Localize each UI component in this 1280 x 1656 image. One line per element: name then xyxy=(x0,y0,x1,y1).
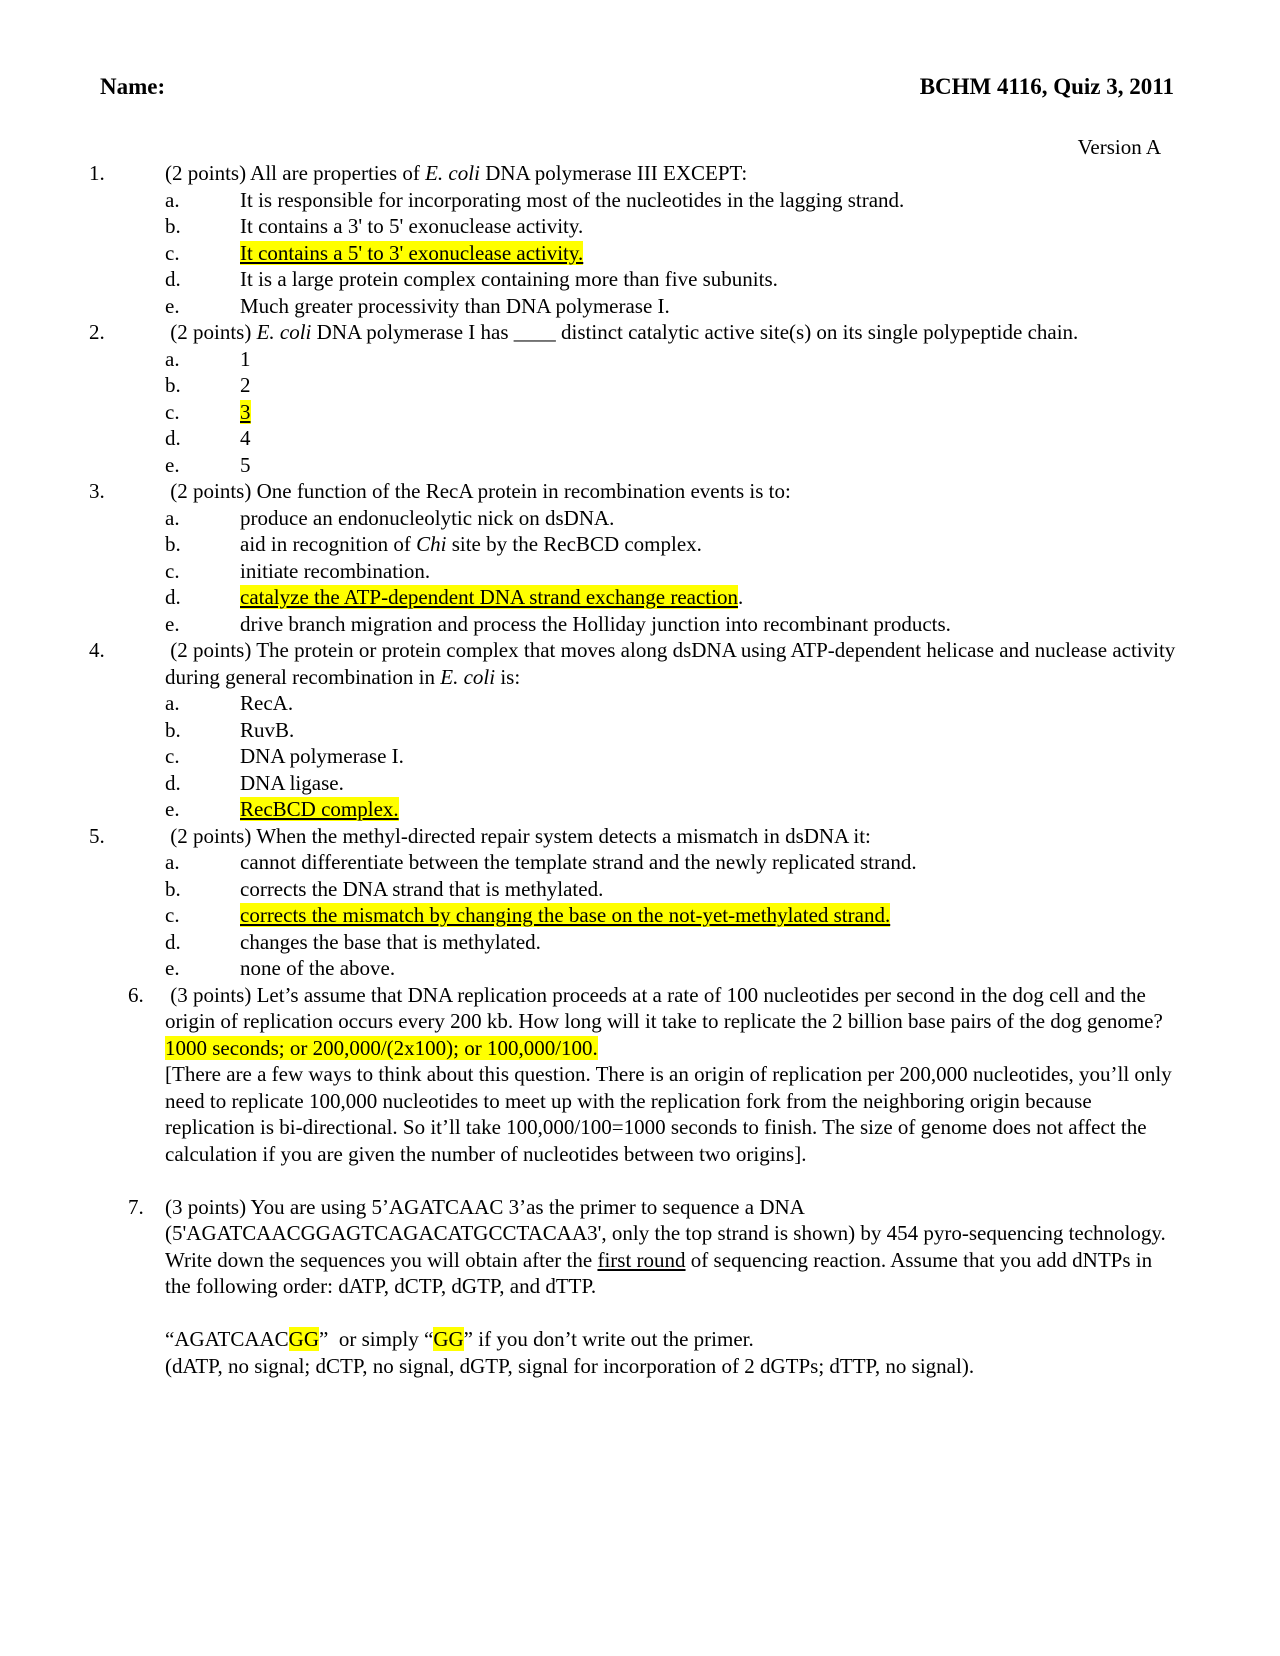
option-letter: b. xyxy=(165,373,181,397)
option-letter: a. xyxy=(165,505,180,530)
answer-option xyxy=(0,796,1280,823)
option-letter: e. xyxy=(165,956,180,980)
option-text: 5 xyxy=(240,452,251,477)
question-5 xyxy=(0,823,1280,982)
option-letter: d. xyxy=(165,770,181,795)
question-number: 5. xyxy=(89,823,105,848)
option-letter: a. xyxy=(165,346,180,371)
underlined-text: first round xyxy=(597,1247,686,1272)
option-text: RecBCD complex. xyxy=(240,797,399,821)
option-text: corrects the mismatch by changing the base on the not-yet-methylated strand. xyxy=(240,903,891,927)
answer-option xyxy=(0,187,1280,214)
answer-option xyxy=(0,213,1280,240)
option-letter: a. xyxy=(165,850,180,874)
option-letter: a. xyxy=(165,691,180,715)
answer-option xyxy=(0,743,1280,770)
option-letter: e. xyxy=(165,797,180,821)
question-3 xyxy=(0,478,1280,637)
option-text: RuvB. xyxy=(240,717,295,742)
answer-option xyxy=(0,849,1280,876)
question-number: 6. xyxy=(128,982,144,1007)
answer-option xyxy=(0,266,1280,293)
option-letter: a. xyxy=(165,187,180,212)
option-letter: c. xyxy=(165,240,180,265)
question-stem: (3 points) Let’s assume that DNA replication proceeds at a rate of 100 nucleotides per second in the dog cell and the origin of replication occurs every 200 kb. How long will it take to replicate the 2 billion base pairs of the dog genome? xyxy=(165,982,1163,1033)
option-letter: d. xyxy=(165,267,181,291)
question-stem: (2 points) When the methyl-directed repair system detects a mismatch in dsDNA it: xyxy=(165,823,871,848)
option-letter: c. xyxy=(165,744,180,768)
answer-highlight: GG xyxy=(433,1327,464,1351)
option-text: none of the above. xyxy=(240,956,396,980)
option-text: produce an endonucleolytic nick on dsDNA. xyxy=(240,505,615,530)
option-text: It contains a 3' to 5' exonuclease activity. xyxy=(240,214,584,238)
option-text: DNA ligase. xyxy=(240,770,344,795)
answer-option xyxy=(0,293,1280,320)
option-text: RecA. xyxy=(240,691,294,715)
option-letter: c. xyxy=(165,399,180,424)
answer-option xyxy=(0,425,1280,452)
answer-option xyxy=(0,531,1280,558)
answer-line: “AGATCAACGG” or simply “GG” if you don’t write out the primer. xyxy=(165,1327,754,1351)
question-6 xyxy=(0,982,1280,1168)
option-text: 1 xyxy=(240,346,251,371)
answer-option xyxy=(0,372,1280,399)
question-number: 4. xyxy=(89,638,105,662)
option-text: Much greater processivity than DNA polymerase I. xyxy=(240,293,670,318)
option-text: catalyze the ATP-dependent DNA strand exchange reaction. xyxy=(240,585,744,609)
question-stem: (2 points) E. coli DNA polymerase I has ____ distinct catalytic active site(s) on its single polypeptide chain. xyxy=(165,320,1079,344)
question-list xyxy=(0,160,1280,1379)
option-text: changes the base that is methylated. xyxy=(240,929,541,954)
question-stem: (2 points) One function of the RecA protein in recombination events is to: xyxy=(165,479,791,503)
option-letter: b. xyxy=(165,717,181,742)
option-letter: e. xyxy=(165,452,180,477)
answer-option xyxy=(0,955,1280,982)
option-text: It is a large protein complex containing more than five subunits. xyxy=(240,267,778,291)
answer-option xyxy=(0,770,1280,797)
option-letter: e. xyxy=(165,293,180,318)
option-text: aid in recognition of Chi site by the RecBCD complex. xyxy=(240,532,702,556)
answer-option xyxy=(0,876,1280,903)
option-letter: b. xyxy=(165,214,181,238)
answer-option xyxy=(0,584,1280,611)
option-letter: d. xyxy=(165,585,181,609)
option-text: cannot differentiate between the template strand and the newly replicated strand. xyxy=(240,850,917,874)
answer-option xyxy=(0,690,1280,717)
answer-option xyxy=(0,558,1280,585)
answer-explanation: [There are a few ways to think about this question. There is an origin of replication per 200,000 nucleotides, you’ll only need to replicate 100,000 nucleotides to meet up with the replication fork from the neighboring origin because replication is bi-directional. So it’ll take 100,000/100=1000 seconds to finish. The size of genome does not affect the calculation if you are given the number of nucleotides between two origins]. xyxy=(165,1062,1172,1166)
option-letter: b. xyxy=(165,876,181,901)
course-title: BCHM 4116, Quiz 3, 2011 xyxy=(919,74,1174,99)
question-stem: (2 points) The protein or protein complex that moves along dsDNA using ATP-dependent helicase and nuclease activity during general recombination in E. coli is: xyxy=(165,638,1181,689)
answer-option xyxy=(0,902,1280,929)
answer-option xyxy=(0,240,1280,267)
option-text: 2 xyxy=(240,373,251,397)
version-label: Version A xyxy=(1077,135,1161,159)
question-2 xyxy=(0,319,1280,478)
answer-note: (dATP, no signal; dCTP, no signal, dGTP, signal for incorporation of 2 dGTPs; dTTP, no signal). xyxy=(165,1353,975,1378)
question-4 xyxy=(0,637,1280,823)
answer-option xyxy=(0,505,1280,532)
option-text: 3 xyxy=(240,399,251,424)
option-letter: d. xyxy=(165,929,181,954)
answer-option xyxy=(0,929,1280,956)
option-letter: c. xyxy=(165,558,180,583)
option-text: drive branch migration and process the Holliday junction into recombinant products. xyxy=(240,611,951,636)
question-stem: (2 points) All are properties of E. coli DNA polymerase III EXCEPT: xyxy=(165,161,748,185)
option-letter: b. xyxy=(165,532,181,556)
answer-option xyxy=(0,399,1280,426)
question-1 xyxy=(0,160,1280,319)
option-text: corrects the DNA strand that is methylated. xyxy=(240,876,604,901)
answer-option xyxy=(0,611,1280,638)
question-number: 1. xyxy=(89,161,105,185)
question-stem: (3 points) You are using 5’AGATCAAC 3’as the primer to sequence a DNA (5'AGATCAACGGAGTCAGACATGCCTACAA3', only the top strand is shown) by 454 pyro-sequencing technology. Write down the sequences you will obtain after the first round of sequencing reaction. Assume that you add dNTPs in the following order: dATP, dCTP, dGTP, and dTTP. xyxy=(165,1194,1171,1298)
option-text: initiate recombination. xyxy=(240,558,431,583)
option-text: It is responsible for incorporating most of the nucleotides in the lagging strand. xyxy=(240,187,905,212)
answer-option xyxy=(0,346,1280,373)
question-7 xyxy=(0,1194,1280,1380)
answer-highlight: 1000 seconds; or 200,000/(2x100); or 100,000/100. xyxy=(165,1035,598,1060)
question-number: 3. xyxy=(89,479,105,503)
multiple-choice-questions xyxy=(0,160,1280,982)
option-letter: d. xyxy=(165,426,181,450)
option-text: DNA polymerase I. xyxy=(240,744,404,768)
answer-option xyxy=(0,452,1280,479)
answer-option xyxy=(0,717,1280,744)
question-number: 2. xyxy=(89,320,105,344)
question-number: 7. xyxy=(128,1194,144,1219)
option-text: It contains a 5' to 3' exonuclease activity. xyxy=(240,240,584,265)
option-letter: c. xyxy=(165,903,180,927)
name-label: Name: xyxy=(100,74,166,99)
answer-highlight: GG xyxy=(288,1327,320,1351)
option-letter: e. xyxy=(165,611,180,636)
option-text: 4 xyxy=(240,426,251,450)
